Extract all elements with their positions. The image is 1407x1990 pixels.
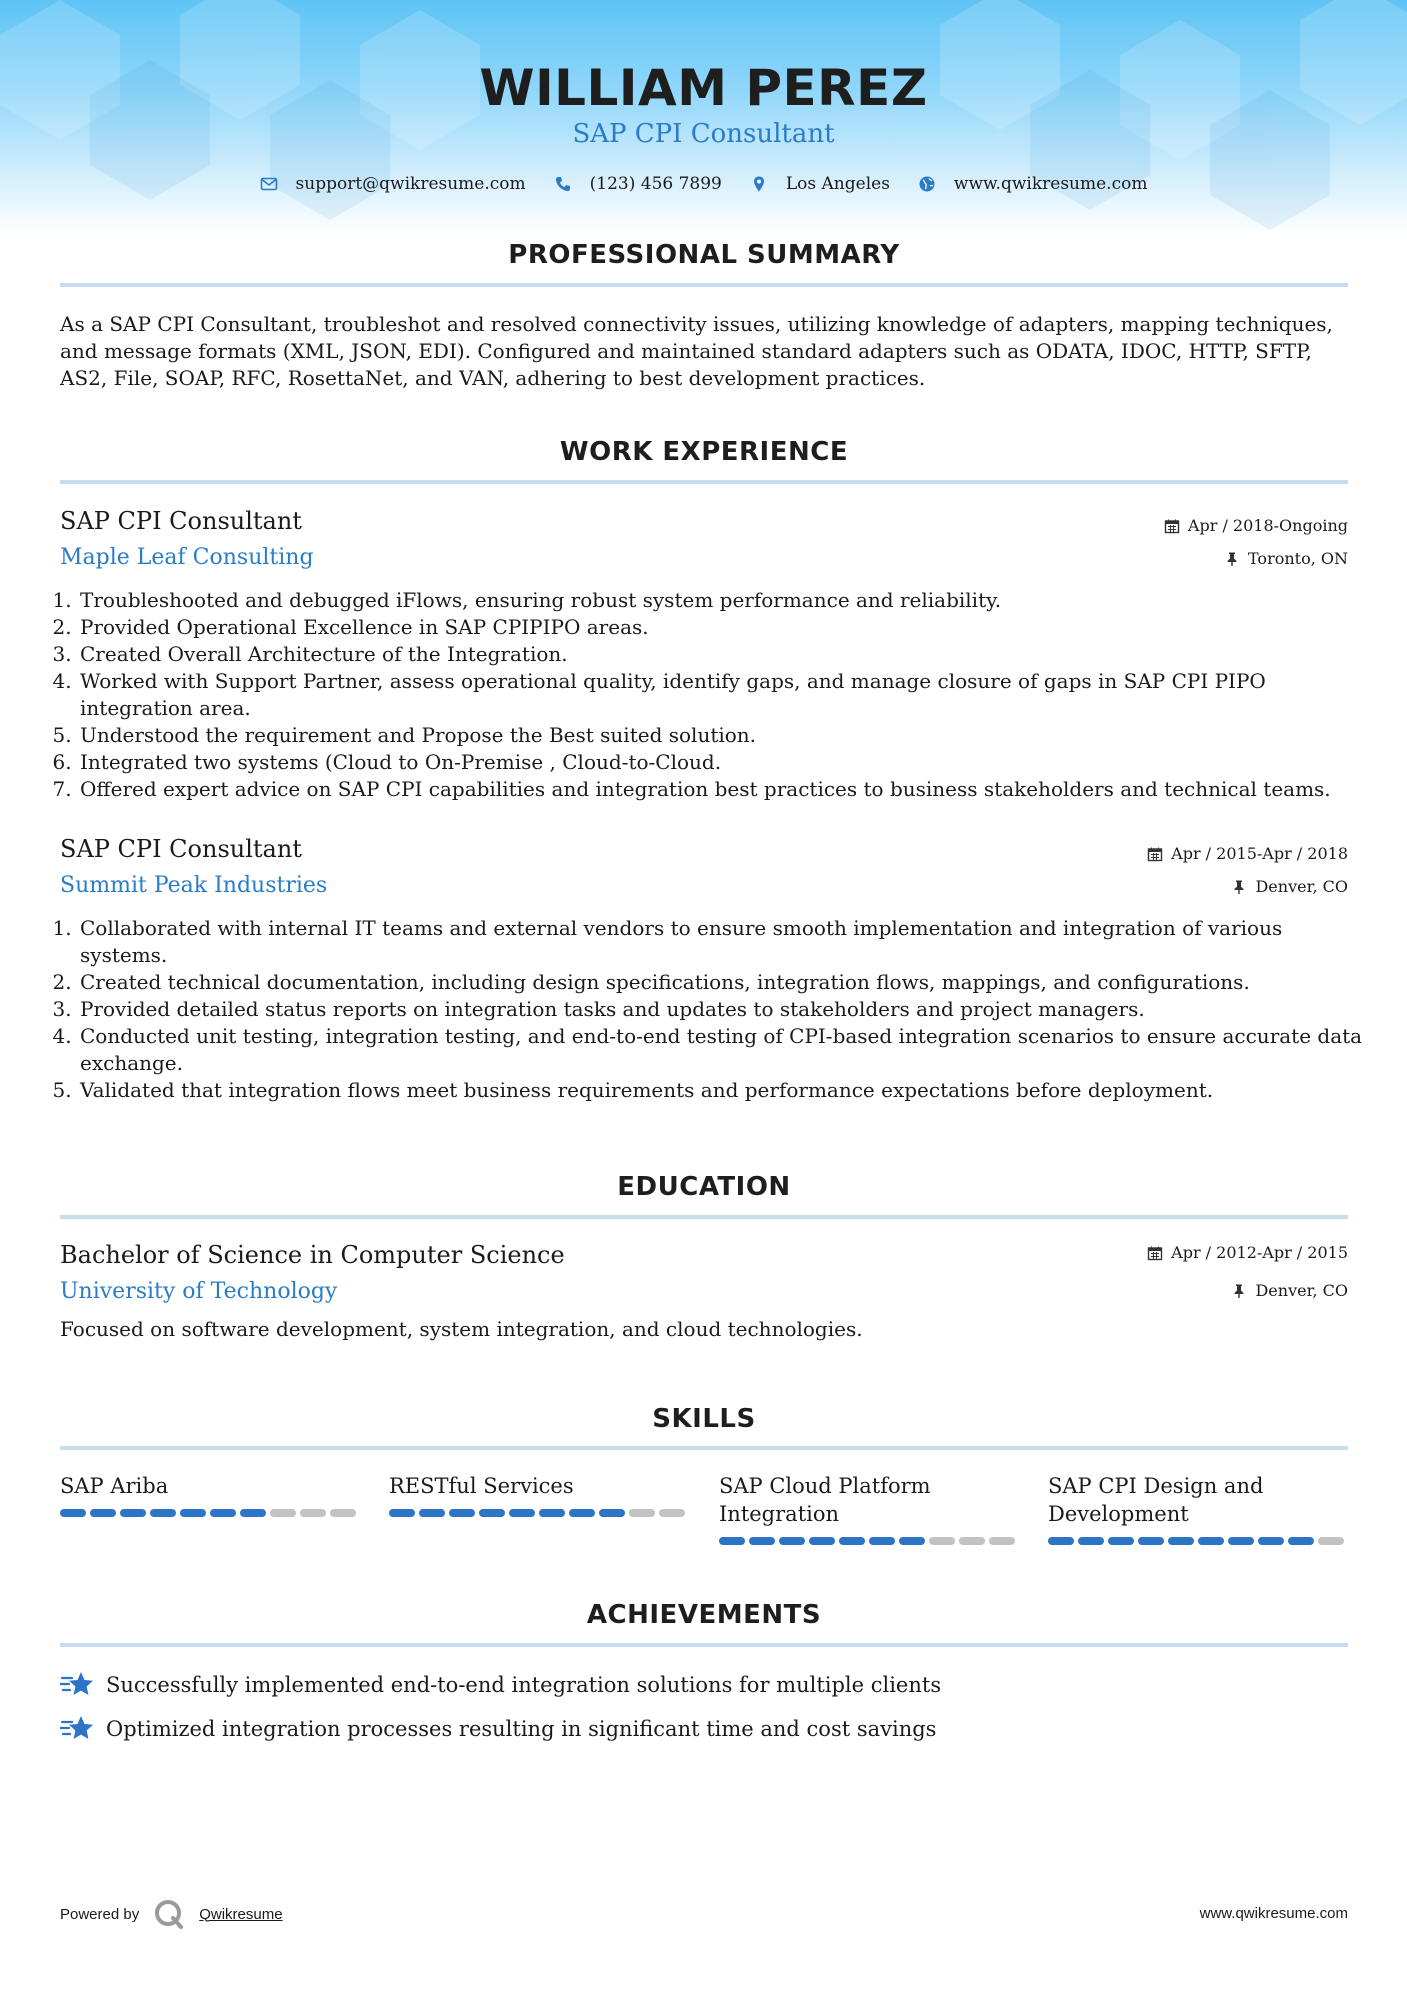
- education-divider: [60, 1215, 1348, 1219]
- list-item: 5. Validated that integration flows meet business requirements and performance expectations before deployment.: [78, 1077, 1370, 1104]
- list-item: 1. Troubleshooted and debugged iFlows, ensuring robust system performance and reliability.: [78, 587, 1370, 614]
- achievement-text: Optimized integration processes resulting in significant time and cost savings: [106, 1717, 937, 1741]
- experience-divider: [60, 480, 1348, 484]
- skill-segment-empty: [330, 1509, 356, 1517]
- email-text: support@qwikresume.com: [295, 174, 526, 194]
- skill-item: [60, 1472, 360, 1517]
- skill-segment-filled: [419, 1509, 445, 1517]
- skill-level-bar: [389, 1509, 689, 1517]
- job-bullets: [60, 587, 1370, 803]
- skill-segment-filled: [1138, 1537, 1164, 1545]
- pushpin-icon: [1224, 551, 1240, 567]
- achievement-item: [60, 1714, 936, 1744]
- calendar-icon: [1147, 846, 1163, 862]
- job-role: SAP CPI Consultant: [60, 507, 302, 535]
- list-item: 4. Worked with Support Partner, assess operational quality, identify gaps, and manage closure of gaps in SAP CPI PIPO integration area.: [78, 668, 1370, 722]
- skill-segment-filled: [569, 1509, 595, 1517]
- list-item: 4. Conducted unit testing, integration testing, and end-to-end testing of CPI-based integration scenarios to ensure accurate data exchange.: [78, 1023, 1370, 1077]
- skill-segment-filled: [1048, 1537, 1074, 1545]
- list-item: 7. Offered expert advice on SAP CPI capabilities and integration best practices to business stakeholders and technical teams.: [78, 776, 1370, 803]
- summary-heading: PROFESSIONAL SUMMARY: [508, 240, 900, 270]
- skill-level-bar: [719, 1537, 1019, 1545]
- skill-segment-filled: [899, 1537, 925, 1545]
- job-company: Maple Leaf Consulting: [60, 545, 314, 570]
- skill-segment-filled: [509, 1509, 535, 1517]
- skills-heading: SKILLS: [652, 1404, 756, 1434]
- skill-segment-filled: [779, 1537, 805, 1545]
- education-heading: EDUCATION: [617, 1172, 791, 1202]
- achievements-divider: [60, 1643, 1348, 1647]
- education-description: Focused on software development, system integration, and cloud technologies.: [60, 1317, 863, 1341]
- skill-segment-filled: [719, 1537, 745, 1545]
- skill-segment-filled: [1198, 1537, 1224, 1545]
- job-dates: [1147, 843, 1348, 865]
- skill-segment-empty: [659, 1509, 685, 1517]
- star-icon: [60, 1714, 94, 1744]
- job-location: [1231, 876, 1348, 898]
- skill-segment-empty: [300, 1509, 326, 1517]
- education-dates: [1147, 1242, 1348, 1264]
- skill-segment-filled: [150, 1509, 176, 1517]
- skill-segment-filled: [90, 1509, 116, 1517]
- school: University of Technology: [60, 1279, 338, 1304]
- envelope-icon: [260, 175, 278, 193]
- contact-location: [750, 172, 890, 196]
- skill-name: RESTful Services: [389, 1474, 574, 1498]
- contact-phone[interactable]: [554, 172, 722, 196]
- skill-segment-empty: [989, 1537, 1015, 1545]
- star-icon: [60, 1670, 94, 1700]
- skill-name: SAP Ariba: [60, 1474, 169, 1498]
- job-location-text: Denver, CO: [1255, 877, 1348, 896]
- skill-segment-filled: [869, 1537, 895, 1545]
- list-item: 1. Collaborated with internal IT teams and external vendors to ensure smooth implementation and integration of various systems.: [78, 915, 1370, 969]
- skill-segment-empty: [929, 1537, 955, 1545]
- skill-name: SAP CPI Design and Development: [1048, 1474, 1264, 1526]
- skill-segment-filled: [1258, 1537, 1284, 1545]
- job-dates: [1164, 515, 1348, 537]
- skill-segment-filled: [479, 1509, 505, 1517]
- skill-segment-filled: [1168, 1537, 1194, 1545]
- skill-item: [1048, 1472, 1348, 1545]
- skill-segment-filled: [1228, 1537, 1254, 1545]
- brand-link[interactable]: Qwikresume: [199, 1905, 283, 1923]
- website-text: www.qwikresume.com: [953, 174, 1148, 194]
- job-location-text: Toronto, ON: [1248, 549, 1348, 568]
- skill-segment-filled: [389, 1509, 415, 1517]
- globe-icon: [918, 175, 936, 193]
- pushpin-icon: [1231, 879, 1247, 895]
- contact-website[interactable]: [918, 172, 1148, 196]
- skill-segment-filled: [210, 1509, 236, 1517]
- footer-powered-by: [60, 1898, 283, 1930]
- skill-item: [719, 1472, 1019, 1545]
- skill-segment-filled: [749, 1537, 775, 1545]
- skill-segment-filled: [1288, 1537, 1314, 1545]
- map-pin-icon: [750, 175, 768, 193]
- skill-segment-filled: [180, 1509, 206, 1517]
- achievements-heading: ACHIEVEMENTS: [586, 1600, 822, 1630]
- skill-segment-empty: [270, 1509, 296, 1517]
- education-location: [1231, 1280, 1348, 1302]
- list-item: 3. Created Overall Architecture of the Integration.: [78, 641, 1370, 668]
- location-text: Los Angeles: [785, 174, 890, 194]
- experience-heading: WORK EXPERIENCE: [559, 437, 849, 467]
- list-item: 2. Provided Operational Excellence in SAP CPIPIPO areas.: [78, 614, 1370, 641]
- summary-divider: [60, 283, 1348, 287]
- contact-bar: [0, 172, 1407, 196]
- candidate-name: WILLIAM PEREZ: [479, 59, 928, 117]
- skill-segment-filled: [1078, 1537, 1104, 1545]
- skill-name: SAP Cloud Platform Integration: [719, 1474, 931, 1526]
- job-company: Summit Peak Industries: [60, 873, 328, 898]
- job-dates-text: Apr / 2015-Apr / 2018: [1171, 844, 1348, 863]
- skill-segment-filled: [539, 1509, 565, 1517]
- list-item: 2. Created technical documentation, including design specifications, integration flows, mappings, and configurations.: [78, 969, 1370, 996]
- achievement-item: [60, 1670, 941, 1700]
- contact-email[interactable]: [260, 172, 526, 196]
- phone-text: (123) 456 7899: [589, 174, 722, 194]
- phone-icon: [554, 175, 572, 193]
- job-role: SAP CPI Consultant: [60, 835, 302, 863]
- skill-segment-filled: [449, 1509, 475, 1517]
- list-item: 3. Provided detailed status reports on integration tasks and updates to stakeholders and project managers.: [78, 996, 1370, 1023]
- education-dates-text: Apr / 2012-Apr / 2015: [1171, 1243, 1348, 1262]
- candidate-title: SAP CPI Consultant: [572, 119, 835, 149]
- list-item: 6. Integrated two systems (Cloud to On-Premise , Cloud-to-Cloud.: [78, 749, 1370, 776]
- summary-text: As a SAP CPI Consultant, troubleshot and resolved connectivity issues, utilizing knowledge of adapters, mapping techniques, and message formats (XML, JSON, EDI). Configured and maintained standard adapters such as ODATA, IDOC, HTTP, SFTP, AS2, File, SOAP, RFC, RosettaNet, and VAN, adhering to best development practices.: [60, 312, 1333, 390]
- job-dates-text: Apr / 2018-Ongoing: [1187, 516, 1348, 535]
- skill-segment-filled: [1108, 1537, 1134, 1545]
- achievement-text: Successfully implemented end-to-end integration solutions for multiple clients: [106, 1673, 942, 1697]
- powered-by-label: Powered by: [60, 1905, 140, 1923]
- skill-segment-filled: [599, 1509, 625, 1517]
- qwikresume-logo-icon: [153, 1898, 185, 1930]
- skill-segment-filled: [809, 1537, 835, 1545]
- calendar-icon: [1147, 1245, 1163, 1261]
- skill-segment-filled: [120, 1509, 146, 1517]
- skill-segment-filled: [839, 1537, 865, 1545]
- pushpin-icon: [1231, 1283, 1247, 1299]
- job-bullets: [60, 915, 1370, 1104]
- skill-segment-empty: [629, 1509, 655, 1517]
- skill-segment-empty: [959, 1537, 985, 1545]
- skill-level-bar: [1048, 1537, 1348, 1545]
- skill-level-bar: [60, 1509, 360, 1517]
- skills-divider: [60, 1446, 1348, 1450]
- skill-segment-filled: [240, 1509, 266, 1517]
- footer-website[interactable]: www.qwikresume.com: [1199, 1905, 1348, 1922]
- list-item: 5. Understood the requirement and Propose the Best suited solution.: [78, 722, 1370, 749]
- skill-segment-filled: [60, 1509, 86, 1517]
- job-location: [1224, 548, 1348, 570]
- skill-item: [389, 1472, 689, 1517]
- calendar-icon: [1164, 518, 1180, 534]
- degree: Bachelor of Science in Computer Science: [60, 1241, 565, 1269]
- skill-segment-empty: [1318, 1537, 1344, 1545]
- education-location-text: Denver, CO: [1255, 1281, 1348, 1300]
